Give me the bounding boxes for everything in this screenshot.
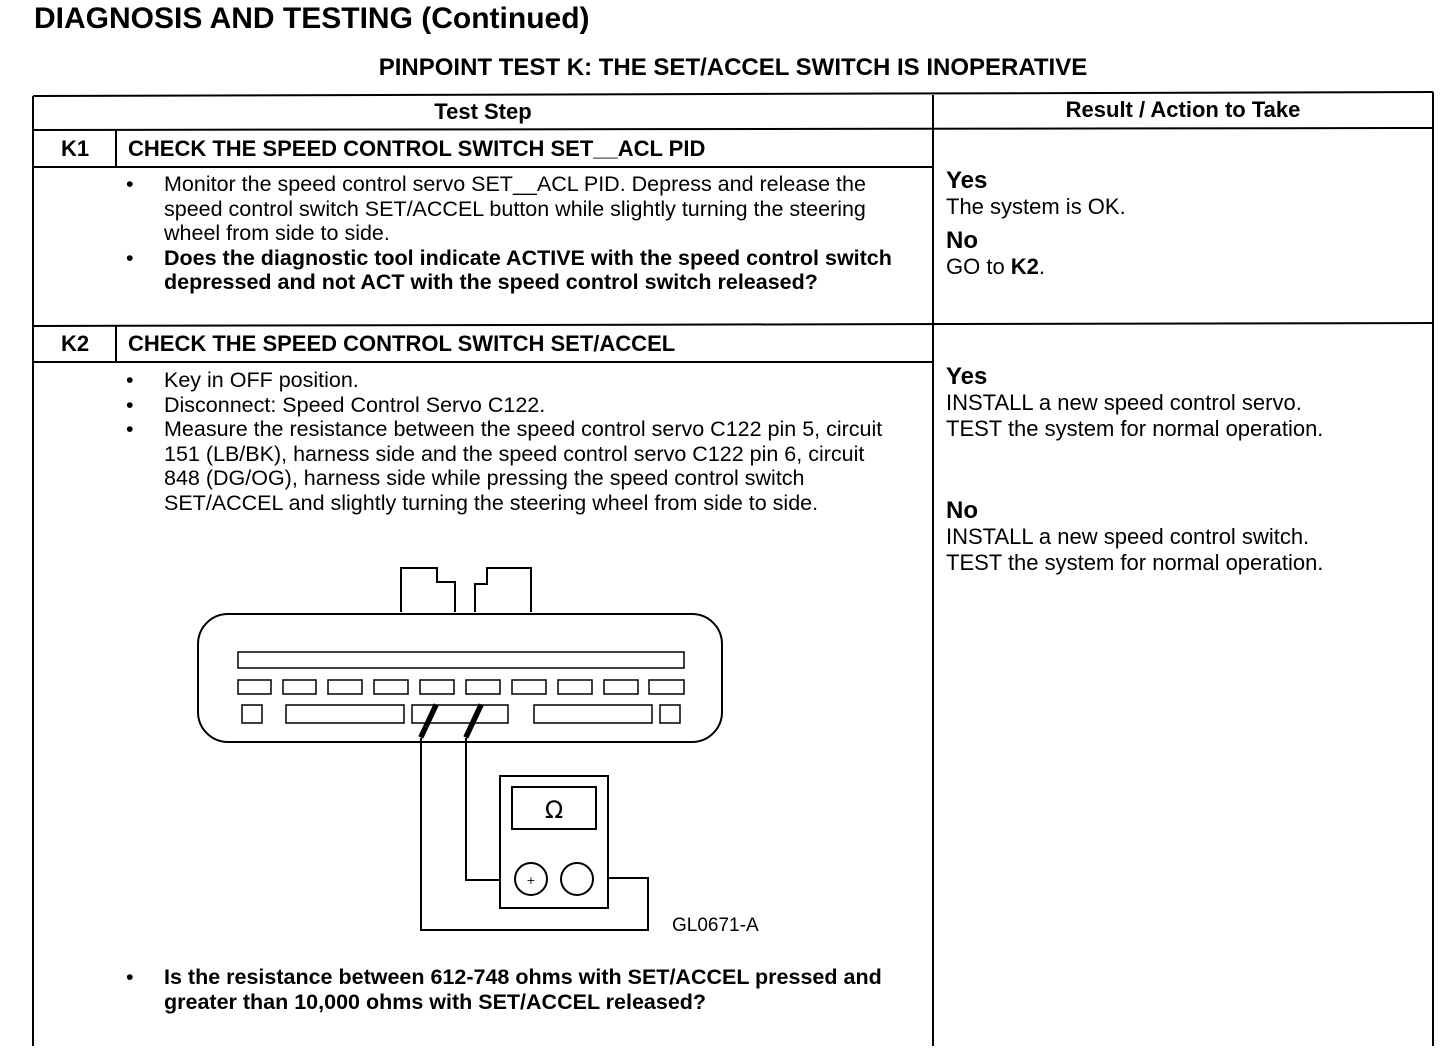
- connector-ohmmeter-illustration: [190, 560, 750, 940]
- page-title: DIAGNOSIS AND TESTING (Continued): [34, 2, 590, 35]
- k1-yes-label: Yes: [946, 167, 988, 194]
- k2-no-line-2: TEST the system for normal operation.: [946, 550, 1324, 575]
- k2-result: [946, 364, 1426, 576]
- connector-bottom-keys: [242, 705, 680, 723]
- k1-no-text: GO to K2.: [946, 254, 1046, 279]
- k1-instruction-1: • Monitor the speed control servo SET__ACL PID. Depress and release the speed control switch SET/ACCEL button while slightly turning the steering wheel from side to side.: [126, 172, 866, 246]
- step-id-k2: K2: [60, 331, 90, 356]
- k2-no-label: No: [946, 497, 978, 524]
- step-title-k2: CHECK THE SPEED CONTROL SWITCH SET/ACCEL: [128, 331, 676, 356]
- pinpoint-test-title: PINPOINT TEST K: THE SET/ACCEL SWITCH IS INOPERATIVE: [378, 54, 1088, 81]
- k2-yes-line-2: TEST the system for normal operation.: [946, 416, 1324, 441]
- meter-jack-common: [561, 863, 593, 895]
- k1-instructions: [126, 172, 904, 295]
- connector-latch-right: [475, 568, 531, 612]
- k1-goto-ref: K2: [1010, 254, 1039, 279]
- header-result-action: Result / Action to Take: [1065, 97, 1301, 122]
- k2-instruction-2: • Disconnect: Speed Control Servo C122.: [126, 392, 546, 417]
- k2-yes-label: Yes: [946, 363, 988, 390]
- ohm-symbol: Ω: [544, 796, 564, 824]
- k1-no-label: No: [946, 227, 978, 254]
- figure-id: GL0671-A: [672, 915, 759, 936]
- k2-instruction-3: • Measure the resistance between the speed control servo C122 pin 5, circuit 151 (LB/BK), harness side and the speed control servo C122 pin 6, circuit 848 (DG/OG), harness side while pressing the speed control switch SET/ACCEL and slightly turning the steering wheel from side to side.: [126, 417, 883, 515]
- connector-latch-left: [401, 568, 455, 612]
- k2-question: • Is the resistance between 612-748 ohms with SET/ACCEL pressed and greater than 10,000 ohms with SET/ACCEL released?: [126, 965, 882, 1014]
- k2-no-line-1: INSTALL a new speed control switch.: [946, 524, 1310, 549]
- k2-instruction-1: • Key in OFF position.: [126, 368, 359, 392]
- k2-instructions: [126, 368, 904, 516]
- connector-top-slot: [238, 652, 684, 668]
- step-id-k1: K1: [60, 136, 90, 161]
- meter-plus-symbol: +: [526, 874, 536, 887]
- k1-result: [946, 168, 1416, 280]
- step-title-k1: CHECK THE SPEED CONTROL SWITCH SET__ACL PID: [128, 136, 706, 161]
- k1-yes-text: The system is OK.: [946, 194, 1126, 219]
- k2-question-list: [126, 965, 904, 1014]
- header-test-step: Test Step: [434, 99, 532, 124]
- k1-question: • Does the diagnostic tool indicate ACTIVE with the speed control switch depressed and not ACT with the speed control switch released?: [126, 245, 892, 295]
- k2-yes-line-1: INSTALL a new speed control servo.: [946, 390, 1302, 415]
